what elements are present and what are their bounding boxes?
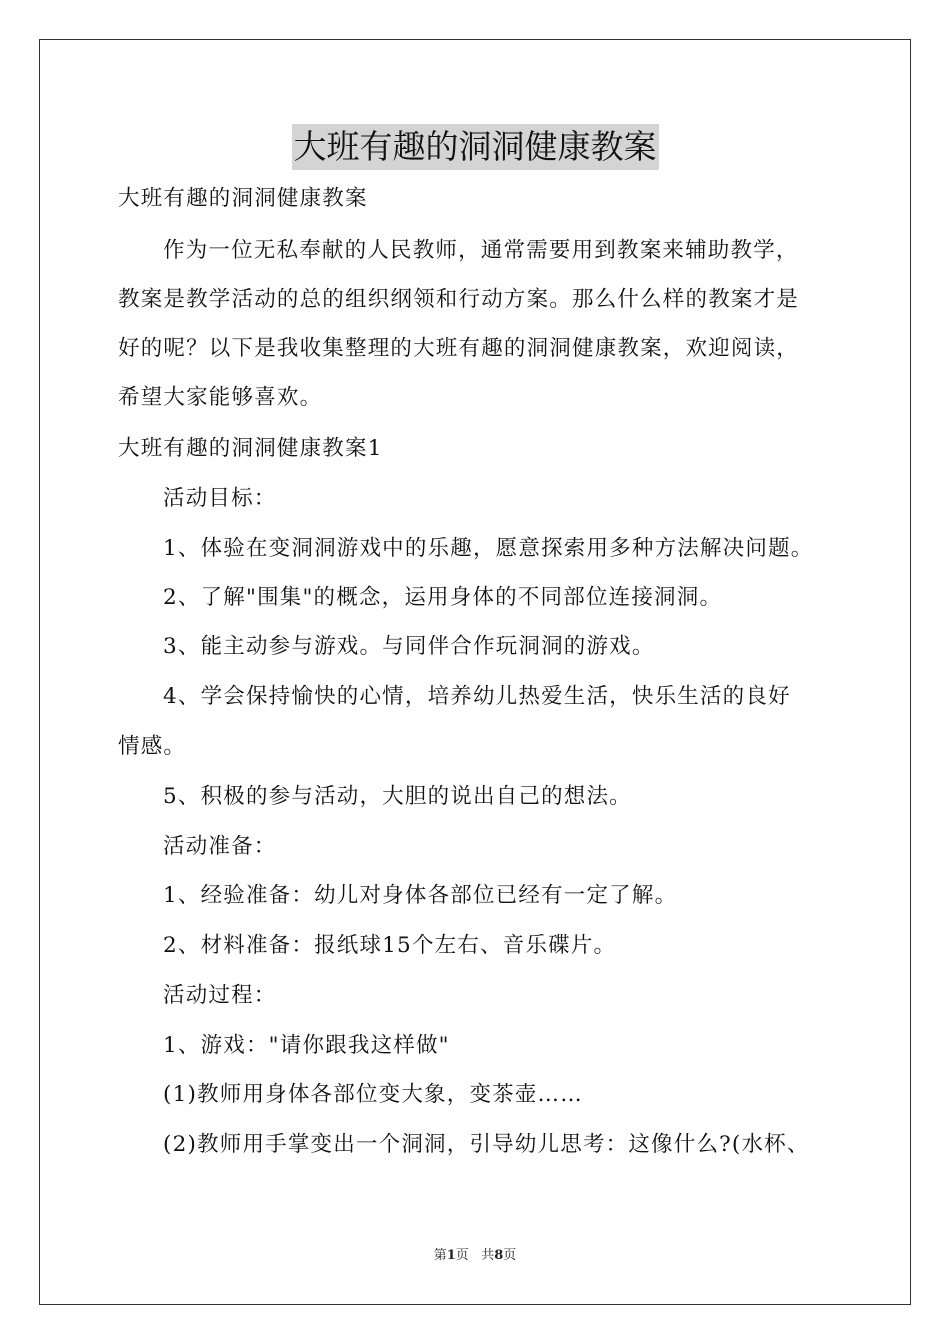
list-item: 5、积极的参与活动，大胆的说出自己的想法。 (163, 784, 632, 809)
list-item: 1、经验准备：幼儿对身体各部位已经有一定了解。 (163, 883, 678, 908)
list-item: 2、材料准备：报纸球15个左右、音乐碟片。 (163, 933, 617, 958)
footer-page-number: 1 (446, 1248, 456, 1263)
document-title: 大班有趣的洞洞健康教案 (292, 124, 659, 170)
subtitle-line: 大班有趣的洞洞健康教案 (118, 186, 368, 211)
list-item: 2、了解"围集"的概念，运用身体的不同部位连接洞洞。 (163, 585, 723, 610)
paragraph-line: 好的呢？以下是我收集整理的大班有趣的洞洞健康教案，欢迎阅读， (118, 336, 800, 361)
document-title-container (0, 124, 950, 172)
paragraph-line: 教案是教学活动的总的组织纲领和行动方案。那么什么样的教案才是 (118, 287, 800, 312)
section-label: 活动准备： (163, 834, 277, 859)
list-item: 1、体验在变洞洞游戏中的乐趣，愿意探索用多种方法解决问题。 (163, 536, 814, 561)
footer-total-pages: 8 (494, 1248, 504, 1263)
list-item: (1)教师用身体各部位变大象，变茶壶…… (163, 1082, 583, 1107)
footer-page-prefix: 第 (433, 1248, 447, 1263)
section-label: 活动目标： (163, 486, 277, 511)
paragraph-line: 作为一位无私奉献的人民教师，通常需要用到教案来辅助教学， (163, 238, 799, 263)
list-item: (2)教师用手掌变出一个洞洞，引导幼儿思考：这像什么?(水杯、 (163, 1132, 810, 1157)
footer-total-prefix: 共 (481, 1248, 495, 1263)
section-label: 活动过程： (163, 983, 277, 1008)
list-item: 4、学会保持愉快的心情，培养幼儿热爱生活，快乐生活的良好 (163, 684, 791, 709)
list-item: 3、能主动参与游戏。与同伴合作玩洞洞的游戏。 (163, 634, 655, 659)
footer-total-suffix: 页 (503, 1248, 517, 1263)
page-border (39, 39, 911, 1305)
list-item: 1、游戏："请你跟我这样做" (163, 1033, 450, 1058)
footer-page-suffix: 页 (455, 1248, 469, 1263)
paragraph-line: 希望大家能够喜欢。 (118, 385, 323, 410)
page-footer (0, 1246, 950, 1266)
list-item-continuation: 情感。 (118, 734, 187, 759)
section-heading: 大班有趣的洞洞健康教案1 (118, 436, 383, 461)
